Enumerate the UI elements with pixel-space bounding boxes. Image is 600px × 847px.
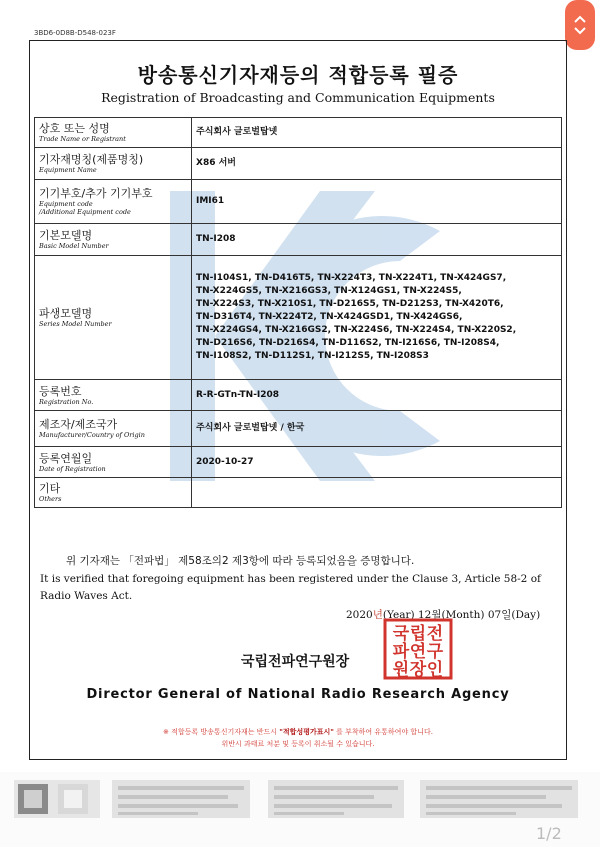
row-registration-date	[35, 447, 562, 478]
label-series-model-ko: 파생모델명	[39, 307, 93, 320]
director-title-english: Director General of National Radio Research Agency	[86, 687, 510, 702]
value-trade-name: 주식회사 글로벌탑넷	[192, 118, 562, 148]
row-basic-model	[35, 224, 562, 256]
statement-english: It is verified that foregoing equipment has been registered under the Clause 3, Article 58-2 of Radio Waves Act.	[40, 573, 541, 602]
row-manufacturer	[35, 411, 562, 447]
label-others-ko: 기타	[39, 482, 61, 495]
label-manufacturer-en: Manufacturer/Country of Origin	[39, 431, 145, 439]
label-basic-model-en: Basic Model Number	[39, 242, 109, 250]
label-registration-no-en: Registration No.	[39, 397, 94, 406]
value-basic-model: TN-I208	[192, 224, 562, 256]
label-others-en: Others	[39, 495, 62, 503]
svg-text:원: 원	[392, 660, 410, 680]
statement-korean: 위 기자재는 「전파법」 제58조의2 제3항에 따라 등록되었음을 증명합니다.	[66, 555, 415, 567]
label-basic-model-ko: 기본모델명	[39, 229, 93, 242]
page-thumbnail-2[interactable]	[112, 780, 250, 818]
chevron-up-icon[interactable]	[574, 15, 586, 23]
label-equipment-code-ko: 기기부호/추가 기기부호	[39, 187, 153, 200]
date-day: 07	[487, 609, 502, 621]
row-equipment-code	[35, 180, 562, 224]
series-model-line: TN-I108S2, TN-D112S1, TN-I212S5, TN-I208S3	[196, 351, 429, 361]
label-registration-date-ko: 등록연월일	[39, 451, 93, 465]
svg-text:전: 전	[426, 624, 444, 644]
value-series-models	[192, 256, 562, 380]
svg-text:파: 파	[392, 642, 410, 662]
certificate-page	[29, 40, 567, 760]
registration-table	[34, 117, 562, 508]
series-model-line: TN-I104S1, TN-D416T5, TN-X224T3, TN-X224T1, TN-X424GS7,	[196, 273, 507, 283]
page-indicator: 1/2	[536, 824, 562, 843]
svg-text:인: 인	[426, 660, 444, 680]
document-id: 3BD6-0D8B-D548-023F	[34, 29, 116, 37]
value-equipment-code: IMI61	[192, 180, 562, 224]
date-year-ko: 년	[372, 609, 383, 621]
svg-text:립: 립	[409, 624, 427, 644]
certificate-title-english: Registration of Broadcasting and Communication Equipments	[101, 90, 495, 105]
label-additional-code-en: /Additional Equipment code	[39, 208, 131, 216]
page-thumbnail-3[interactable]	[268, 780, 404, 818]
page-thumbnail-1[interactable]	[14, 780, 100, 818]
date-month-en: (Month)	[441, 609, 485, 621]
value-manufacturer: 주식회사 글로벌탑넷 / 한국	[192, 411, 562, 447]
svg-text:연: 연	[409, 642, 427, 662]
date-year: 2020	[346, 609, 373, 621]
label-trade-name-ko: 상호 또는 성명	[39, 122, 110, 135]
thumbnail-strip	[0, 772, 600, 847]
official-seal-icon	[383, 618, 453, 680]
label-trade-name-en: Trade Name or Registrant	[39, 135, 126, 143]
date-month: 12	[417, 609, 432, 621]
label-registration-no-ko: 등록번호	[39, 384, 82, 398]
label-equipment-name-en: Equipment Name	[39, 166, 97, 174]
notice-conformity-mark: "적합성평가표시"	[279, 728, 334, 736]
label-series-model-en: Series Model Number	[39, 320, 112, 328]
notice-line1-c: 를 부착하여 유통하여야 합니다.	[336, 728, 433, 736]
series-model-line: TN-X224S3, TN-X210S1, TN-D216S5, TN-D212S3, TN-X420T6,	[196, 299, 504, 309]
series-model-line: TN-X224GS5, TN-X216GS3, TN-X124GS1, TN-X224S5,	[196, 286, 462, 296]
series-model-line: TN-X224GS4, TN-X216GS2, TN-X224S6, TN-X224S4, TN-X220S2,	[196, 325, 517, 335]
label-equipment-name-ko: 기자재명칭(제품명칭)	[39, 153, 144, 166]
svg-text:구: 구	[426, 642, 444, 662]
institute-name-korean: 국립전파연구원장	[241, 654, 350, 670]
value-equipment-name: X86 서버	[192, 148, 562, 180]
row-others	[35, 478, 562, 508]
row-registration-no	[35, 380, 562, 411]
notice-line2: 위반시 과태료 처분 및 등록이 취소될 수 있습니다.	[221, 740, 375, 748]
date-day-en: (Day)	[511, 609, 541, 621]
value-registration-date: 2020-10-27	[192, 447, 562, 478]
date-year-en: (Year)	[382, 609, 415, 621]
row-series-model	[35, 256, 562, 380]
page-thumbnail-4[interactable]	[420, 780, 578, 818]
row-equipment-name	[35, 148, 562, 180]
page-nav-buttons[interactable]	[565, 0, 595, 50]
series-model-line: TN-D316T4, TN-X224T2, TN-X424GSD1, TN-X424GS6,	[196, 312, 463, 322]
svg-text:장: 장	[409, 660, 427, 680]
svg-text:국: 국	[392, 624, 410, 644]
value-others	[192, 478, 562, 508]
certificate-title-korean: 방송통신기자재등의 적합등록 필증	[137, 63, 459, 87]
label-registration-date-en: Date of Registration	[39, 464, 106, 473]
notice-line1-a: ※ 적합등록 방송통신기자재는 반드시	[163, 728, 278, 736]
series-model-line: TN-D216S6, TN-D216S4, TN-D116S2, TN-I216S6, TN-I208S4,	[196, 338, 500, 348]
date-month-ko: 월	[431, 609, 442, 621]
label-equipment-code-en: Equipment code	[39, 200, 93, 208]
row-trade-name	[35, 118, 562, 148]
chevron-down-icon[interactable]	[574, 27, 586, 35]
notice-text	[30, 726, 566, 750]
date-day-ko: 일	[501, 609, 512, 621]
label-manufacturer-ko: 제조자/제조국가	[39, 418, 118, 431]
value-registration-no: R-R-GTn-TN-I208	[192, 380, 562, 411]
